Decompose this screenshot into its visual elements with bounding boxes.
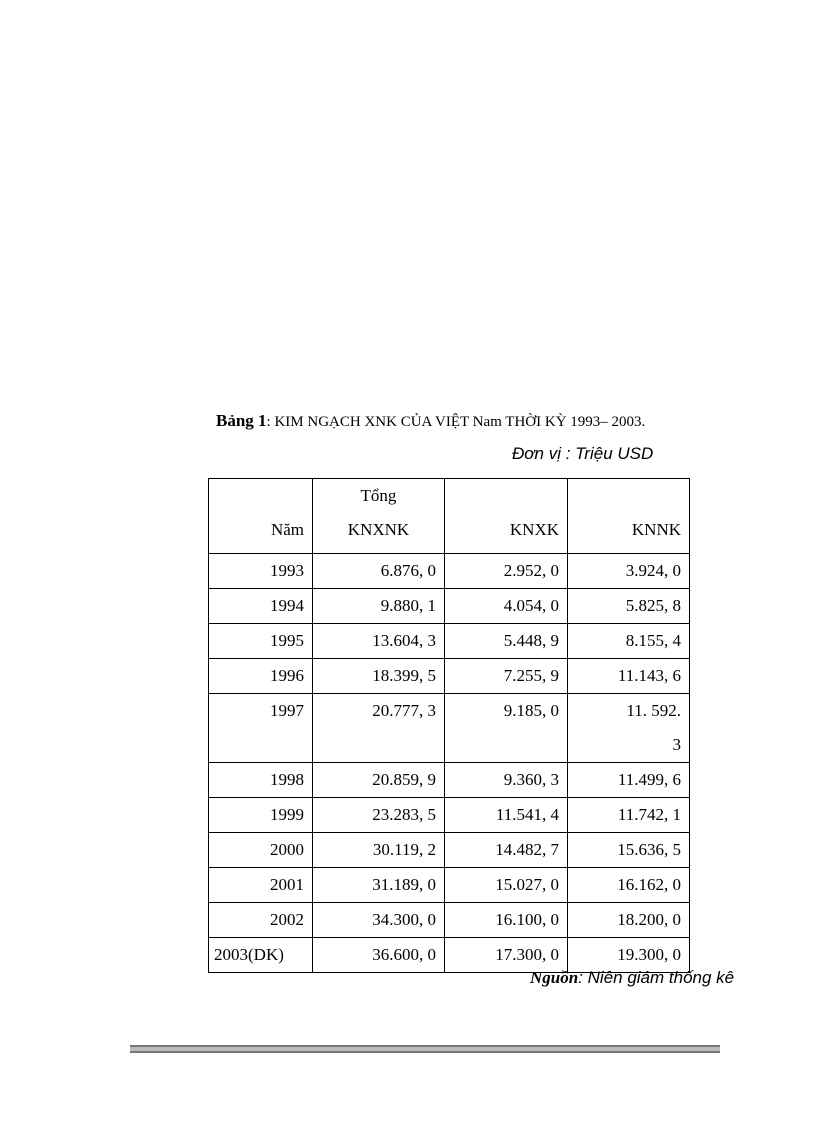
cell-export: 5.448, 9 bbox=[445, 624, 568, 659]
cell-total: 18.399, 5 bbox=[313, 659, 445, 694]
source-label: Nguồn bbox=[530, 968, 579, 987]
cell-export: 4.054, 0 bbox=[445, 589, 568, 624]
source-note bbox=[530, 968, 734, 988]
header-total-line2: KNXNK bbox=[347, 520, 410, 539]
table-row bbox=[209, 624, 690, 659]
cell-year: 1995 bbox=[209, 624, 313, 659]
cell-export: 16.100, 0 bbox=[445, 903, 568, 938]
cell-import: 16.162, 0 bbox=[568, 868, 690, 903]
cell-import: 11.143, 6 bbox=[568, 659, 690, 694]
table-caption bbox=[216, 411, 645, 431]
table-row bbox=[209, 833, 690, 868]
cell-total: 9.880, 1 bbox=[313, 589, 445, 624]
cell-import: 5.825, 8 bbox=[568, 589, 690, 624]
cell-import: 19.300, 0 bbox=[568, 938, 690, 973]
cell-total: 23.283, 5 bbox=[313, 798, 445, 833]
caption-label: Bảng 1 bbox=[216, 411, 267, 430]
cell-import: 11.742, 1 bbox=[568, 798, 690, 833]
header-import: KNNK bbox=[568, 479, 690, 554]
cell-import: 3.924, 0 bbox=[568, 554, 690, 589]
cell-total: 36.600, 0 bbox=[313, 938, 445, 973]
cell-year: 1993 bbox=[209, 554, 313, 589]
cell-year: 1998 bbox=[209, 763, 313, 798]
cell-total: 20.859, 9 bbox=[313, 763, 445, 798]
table-row bbox=[209, 694, 690, 763]
table-row bbox=[209, 659, 690, 694]
cell-import bbox=[568, 694, 690, 763]
cell-export: 14.482, 7 bbox=[445, 833, 568, 868]
cell-import: 18.200, 0 bbox=[568, 903, 690, 938]
cell-import: 15.636, 5 bbox=[568, 833, 690, 868]
cell-export: 15.027, 0 bbox=[445, 868, 568, 903]
trade-table bbox=[208, 478, 690, 973]
cell-export: 9.185, 0 bbox=[445, 694, 568, 763]
cell-total: 31.189, 0 bbox=[313, 868, 445, 903]
cell-export: 17.300, 0 bbox=[445, 938, 568, 973]
cell-year: 2003(DK) bbox=[209, 938, 313, 973]
table-row bbox=[209, 903, 690, 938]
table-header-row bbox=[209, 479, 690, 554]
cell-year: 1994 bbox=[209, 589, 313, 624]
table-row bbox=[209, 763, 690, 798]
footer-rule bbox=[130, 1045, 720, 1053]
cell-total: 13.604, 3 bbox=[313, 624, 445, 659]
cell-import: 8.155, 4 bbox=[568, 624, 690, 659]
cell-total: 34.300, 0 bbox=[313, 903, 445, 938]
cell-import-line1: 11. 592. bbox=[626, 701, 681, 720]
cell-year: 1997 bbox=[209, 694, 313, 763]
table-row bbox=[209, 868, 690, 903]
cell-year: 2000 bbox=[209, 833, 313, 868]
cell-year: 2001 bbox=[209, 868, 313, 903]
header-total bbox=[313, 479, 445, 554]
cell-total: 30.119, 2 bbox=[313, 833, 445, 868]
cell-year: 1996 bbox=[209, 659, 313, 694]
cell-export: 11.541, 4 bbox=[445, 798, 568, 833]
cell-import: 11.499, 6 bbox=[568, 763, 690, 798]
cell-export: 7.255, 9 bbox=[445, 659, 568, 694]
cell-year: 2002 bbox=[209, 903, 313, 938]
header-export: KNXK bbox=[445, 479, 568, 554]
table-row bbox=[209, 798, 690, 833]
cell-total: 20.777, 3 bbox=[313, 694, 445, 763]
cell-total: 6.876, 0 bbox=[313, 554, 445, 589]
table-row bbox=[209, 554, 690, 589]
source-text: : Niên giám thống kê bbox=[578, 968, 735, 987]
cell-export: 9.360, 3 bbox=[445, 763, 568, 798]
cell-export: 2.952, 0 bbox=[445, 554, 568, 589]
table-row bbox=[209, 589, 690, 624]
caption-title: : KIM NGẠCH XNK CỦA VIỆT Nam THỜI KỲ 1993– 2003. bbox=[266, 414, 646, 430]
cell-year: 1999 bbox=[209, 798, 313, 833]
header-total-line1: Tổng bbox=[360, 486, 397, 505]
cell-import-line2: 3 bbox=[672, 735, 681, 754]
unit-note: Đơn vị : Triệu USD bbox=[512, 444, 654, 463]
header-year: Năm bbox=[209, 479, 313, 554]
